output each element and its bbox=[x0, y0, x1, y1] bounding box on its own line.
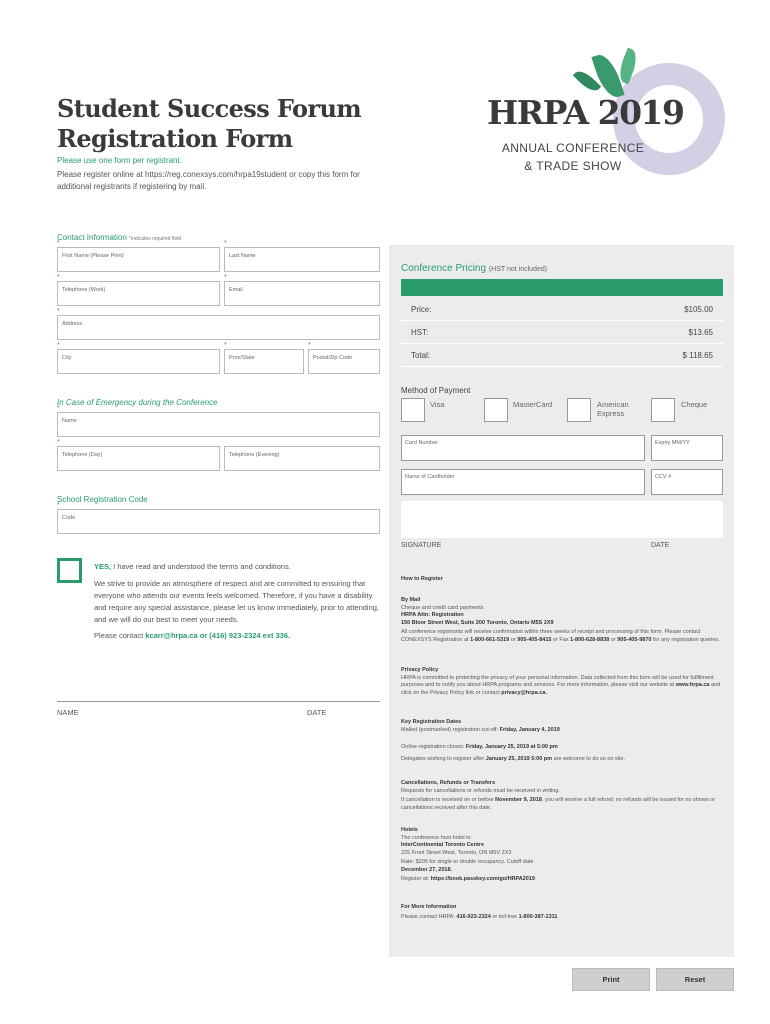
total-row: Total: $ 118.65 bbox=[401, 345, 723, 367]
emergency-name-field[interactable]: * Name bbox=[57, 412, 380, 437]
accessibility-statement: We strive to provide an atmosphere of respect and are committed to ensuring that everyone who attends our events feels welcomed. Therefore, if you have a disability and require any special assistance, please let us know immediately, prior to attending, and we will do our best to meet your needs. bbox=[94, 579, 380, 624]
prov-state-field[interactable]: * Prov/State bbox=[224, 349, 304, 374]
cancellations-section: Cancellations, Refunds or Transfers Requests for cancellations or refunds must be received in writing. If cancellation is received on or before November 9, 2018, you will receive a full refund; no refunds will be issued for no shows or cancellations received after this date. bbox=[401, 780, 715, 811]
contact-section-title: Contact Information *indicates required field bbox=[57, 233, 182, 242]
city-field[interactable]: * City bbox=[57, 349, 220, 374]
date-label: DATE bbox=[307, 708, 327, 717]
intro-note: Please use one form per registrant. bbox=[57, 156, 182, 165]
print-button[interactable]: Print bbox=[572, 968, 650, 991]
required-marker: * bbox=[57, 342, 60, 349]
privacy-policy-section: Privacy Policy HRPA is committed to protecting the privacy of your personal information. Data collected from this form will be used for fulfillment purposes and to notify you about HRPA programs and services. For more information, please visit our website at www.hrpa.ca and click on the Privacy Policy link or contact privacy@hrpa.ca. bbox=[401, 667, 721, 696]
key-dates-section: Key Registration Dates Mailed (postmarked) registration cut-off: Friday, January 4, 2019 Online registration closes: Friday, January 25, 2019 at 5:00 pm Delegates wishing to register after January 25, 2019 5:00 pm are welcome to do so on site. bbox=[401, 719, 626, 762]
emergency-section-title: In Case of Emergency during the Conference bbox=[57, 398, 218, 407]
telephone-work-field[interactable]: * Telephone (Work) bbox=[57, 281, 220, 306]
cheque-checkbox[interactable] bbox=[651, 398, 675, 422]
required-marker: * bbox=[57, 405, 60, 412]
pricing-title: Conference Pricing (HST not included) bbox=[401, 263, 548, 274]
accessibility-contact: Please contact kcarr@hrpa.ca or (416) 923-2324 ext 336. bbox=[94, 631, 291, 640]
hotel-booking-link: https://book.passkey.com/go/HRPA2019 bbox=[430, 876, 535, 882]
name-label: NAME bbox=[57, 708, 79, 717]
pricing-note: (HST not included) bbox=[488, 266, 548, 273]
name-signature-line[interactable] bbox=[57, 701, 380, 702]
pricing-header-bar bbox=[401, 279, 723, 296]
visa-checkbox[interactable] bbox=[401, 398, 425, 422]
required-note: *indicates required field bbox=[129, 236, 182, 242]
visa-label: Visa bbox=[430, 400, 445, 409]
school-code-field[interactable]: * Code bbox=[57, 509, 380, 534]
cardholder-name-field[interactable]: Name of Cardholder bbox=[401, 469, 645, 495]
payment-method-label: Method of Payment bbox=[401, 386, 471, 395]
terms-statement: YES, I have read and understood the terms and conditions. bbox=[94, 562, 291, 571]
required-marker: * bbox=[57, 308, 60, 315]
logo-wordmark: HRPA 2019 bbox=[487, 93, 684, 132]
required-marker: * bbox=[308, 342, 311, 349]
required-marker: * bbox=[57, 274, 60, 281]
required-marker: * bbox=[57, 439, 60, 446]
intro-text: Please register online at https://reg.conexsys.com/hrpa19student or copy this form for additional registrants if registering by mail. bbox=[57, 170, 360, 191]
more-information-section: For More Information Please contact HRPA: 416-923-2324 or toll-free 1-800-387-1311 bbox=[401, 904, 558, 920]
how-to-register: How to Register bbox=[401, 576, 443, 582]
hotels-section: Hotels The conference host hotel is: InterContinental Toronto Centre 225 Front Street West, Toronto, ON M5V 2X3 Rate: $205 for single or double occupancy. Cutoff date December 27, 2018. Register at: https://book.passkey.com/go/HRPA2019 bbox=[401, 827, 535, 882]
card-number-field[interactable]: Card Number bbox=[401, 435, 645, 461]
emergency-telephone-day-field[interactable]: * Telephone (Day) bbox=[57, 446, 220, 471]
signature-field[interactable] bbox=[401, 501, 723, 538]
required-marker: * bbox=[224, 240, 227, 247]
hrpa-logo bbox=[485, 45, 730, 195]
amex-label: American Express bbox=[597, 400, 629, 418]
title-line-1: Student Success Forum bbox=[57, 94, 362, 123]
by-mail-section: By Mail Cheque and credit card payments HRPA Attn: Registration 150 Bloor Street West, Suite 200 Toronto, Ontario M5S 2X9 All conference registrants will receive confirmation within three weeks of receipt and processing of this form. Please contact CONEXSYS Registration at 1-800-661-5319 or 905-405-8415 or Fax 1-800-628-8838 or 905-405-9870 for any registration queries. bbox=[401, 597, 720, 643]
school-section-title: School Registration Code bbox=[57, 495, 148, 504]
logo-subtitle-2: & TRADE SHOW bbox=[524, 159, 622, 173]
required-marker: * bbox=[224, 274, 227, 281]
form-title bbox=[57, 94, 361, 154]
expiry-field[interactable]: Expiry MM/YY bbox=[651, 435, 723, 461]
logo-subtitle-1: ANNUAL CONFERENCE bbox=[501, 141, 645, 155]
hst-row: HST: $13.65 bbox=[401, 322, 723, 344]
address-field[interactable]: * Address bbox=[57, 315, 380, 340]
ccv-field[interactable]: CCV # bbox=[651, 469, 723, 495]
reset-button[interactable]: Reset bbox=[656, 968, 734, 991]
payment-date-label: DATE bbox=[651, 542, 670, 549]
last-name-field[interactable]: * Last Name bbox=[224, 247, 380, 272]
cheque-label: Cheque bbox=[681, 400, 708, 409]
required-marker: * bbox=[57, 502, 60, 509]
required-marker: * bbox=[57, 240, 60, 247]
mastercard-checkbox[interactable] bbox=[484, 398, 508, 422]
terms-checkbox[interactable] bbox=[57, 558, 82, 583]
emergency-telephone-evening-field[interactable]: Telephone (Evening) bbox=[224, 446, 380, 471]
contact-email-phone: kcarr@hrpa.ca or (416) 923-2324 ext 336. bbox=[145, 631, 291, 640]
price-row: Price: $105.00 bbox=[401, 299, 723, 321]
postal-code-field[interactable]: * Postal/Zip Code bbox=[308, 349, 380, 374]
first-name-field[interactable]: * First Name (Please Print) bbox=[57, 247, 220, 272]
amex-checkbox[interactable] bbox=[567, 398, 591, 422]
mastercard-label: MasterCard bbox=[513, 400, 553, 409]
email-field[interactable]: * Email bbox=[224, 281, 380, 306]
required-marker: * bbox=[224, 342, 227, 349]
signature-label: SIGNATURE bbox=[401, 542, 442, 549]
title-line-2: Registration Form bbox=[57, 124, 293, 153]
